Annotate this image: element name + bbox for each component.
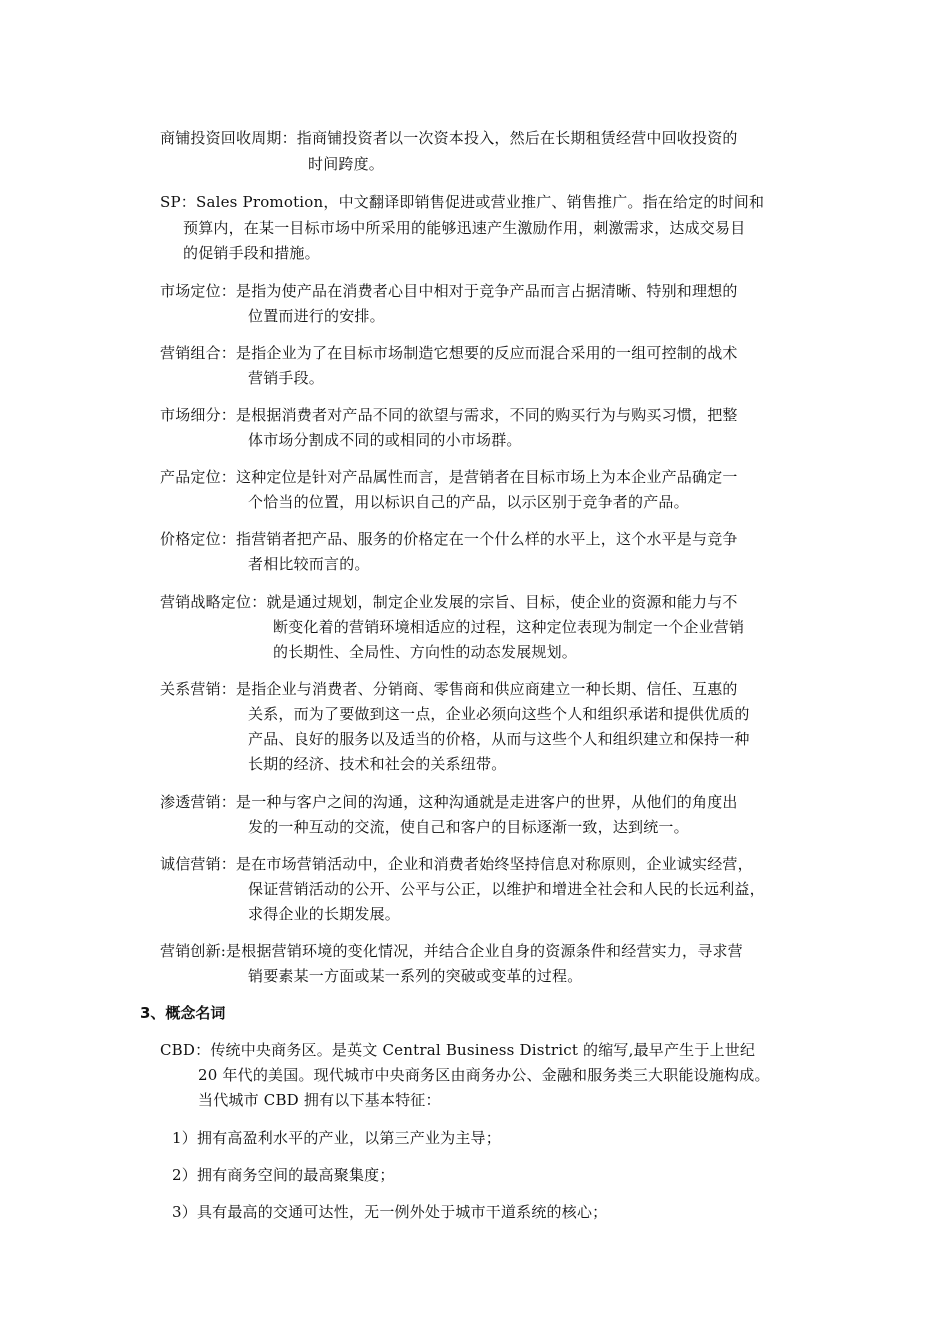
definition-sp-line-2: 预算内，在某一目标市场中所采用的能够迅速产生激励作用，刺激需求，达成交易目 xyxy=(183,219,746,237)
definition-product-positioning-line-1: 产品定位：这种定位是针对产品属性而言，是营销者在目标市场上为本企业产品确定一 xyxy=(160,468,738,486)
definition-shop-payback-line-2: 时间跨度。 xyxy=(308,155,385,173)
cbd-feature-item-1: 1）拥有高盈利水平的产业，以第三产业为主导； xyxy=(172,1129,501,1147)
definition-integrity-marketing-line-1: 诚信营销：是在市场营销活动中，企业和消费者始终坚持信息对称原则，企业诚实经营， xyxy=(160,855,753,873)
section-heading: 3、概念名词 xyxy=(140,1004,226,1022)
definition-sp-line-3: 的促销手段和措施。 xyxy=(183,244,320,262)
definition-strategic-positioning-line-2: 断变化着的营销环境相适应的过程，这种定位表现为制定一个企业营销 xyxy=(273,618,745,636)
definition-marketing-innovation-line-2: 销要素某一方面或某一系列的突破或变革的过程。 xyxy=(248,967,583,985)
cbd-definition-line-1: CBD：传统中央商务区。是英文 Central Business District 的缩写,最早产生于上世纪 xyxy=(160,1041,756,1059)
cbd-definition-line-2: 20 年代的美国。现代城市中央商务区由商务办公、金融和服务类三大职能设施构成。 xyxy=(198,1066,770,1084)
definition-relationship-marketing-line-4: 长期的经济、技术和社会的关系纽带。 xyxy=(248,755,507,773)
definition-market-positioning-line-1: 市场定位：是指为使产品在消费者心目中相对于竞争产品而言占据清晰、特别和理想的 xyxy=(160,282,738,300)
definition-penetration-marketing-line-1: 渗透营销：是一种与客户之间的沟通，这种沟通就是走进客户的世界，从他们的角度出 xyxy=(160,793,738,811)
definition-strategic-positioning-line-1: 营销战略定位：就是通过规划，制定企业发展的宗旨、目标，使企业的资源和能力与不 xyxy=(160,593,738,611)
definition-market-segmentation-line-2: 体市场分割成不同的或相同的小市场群。 xyxy=(248,431,522,449)
definition-market-positioning-line-2: 位置而进行的安排。 xyxy=(248,307,385,325)
definition-product-positioning-line-2: 个恰当的位置，用以标识自己的产品，以示区别于竞争者的产品。 xyxy=(248,493,689,511)
cbd-definition-line-3: 当代城市 CBD 拥有以下基本特征： xyxy=(198,1091,441,1109)
definition-marketing-mix-line-1: 营销组合：是指企业为了在目标市场制造它想要的反应而混合采用的一组可控制的战术 xyxy=(160,344,738,362)
definition-market-segmentation-line-1: 市场细分：是根据消费者对产品不同的欲望与需求，不同的购买行为与购买习惯，把整 xyxy=(160,406,738,424)
definition-integrity-marketing-line-3: 求得企业的长期发展。 xyxy=(248,905,401,923)
definition-relationship-marketing-line-2: 关系，而为了要做到这一点，企业必须向这些个人和组织承诺和提供优质的 xyxy=(248,705,750,723)
definition-relationship-marketing-line-1: 关系营销：是指企业与消费者、分销商、零售商和供应商建立一种长期、信任、互惠的 xyxy=(160,680,738,698)
cbd-feature-item-3: 3）具有最高的交通可达性，无一例外处于城市干道系统的核心； xyxy=(172,1203,608,1221)
definition-penetration-marketing-line-2: 发的一种互动的交流，使自己和客户的目标逐渐一致，达到统一。 xyxy=(248,818,689,836)
definition-price-positioning-line-2: 者相比较而言的。 xyxy=(248,555,370,573)
definition-shop-payback-line-1: 商铺投资回收周期：指商铺投资者以一次资本投入，然后在长期租赁经营中回收投资的 xyxy=(160,129,738,147)
cbd-feature-item-2: 2）拥有商务空间的最高聚集度； xyxy=(172,1166,395,1184)
definition-relationship-marketing-line-3: 产品、良好的服务以及适当的价格，从而与这些个人和组织建立和保持一种 xyxy=(248,730,750,748)
definition-strategic-positioning-line-3: 的长期性、全局性、方向性的动态发展规划。 xyxy=(273,643,578,661)
definition-integrity-marketing-line-2: 保证营销活动的公开、公平与公正，以维护和增进全社会和人民的长远利益， xyxy=(248,880,765,898)
definition-marketing-mix-line-2: 营销手段。 xyxy=(248,369,325,387)
definition-sp-line-1: SP：Sales Promotion，中文翻译即销售促进或营业推广、销售推广。指在给定的时间和 xyxy=(160,193,765,211)
definition-price-positioning-line-1: 价格定位：指营销者把产品、服务的价格定在一个什么样的水平上，这个水平是与竞争 xyxy=(160,530,738,548)
definition-marketing-innovation-line-1: 营销创新:是根据营销环境的变化情况，并结合企业自身的资源条件和经营实力，寻求营 xyxy=(160,942,743,960)
